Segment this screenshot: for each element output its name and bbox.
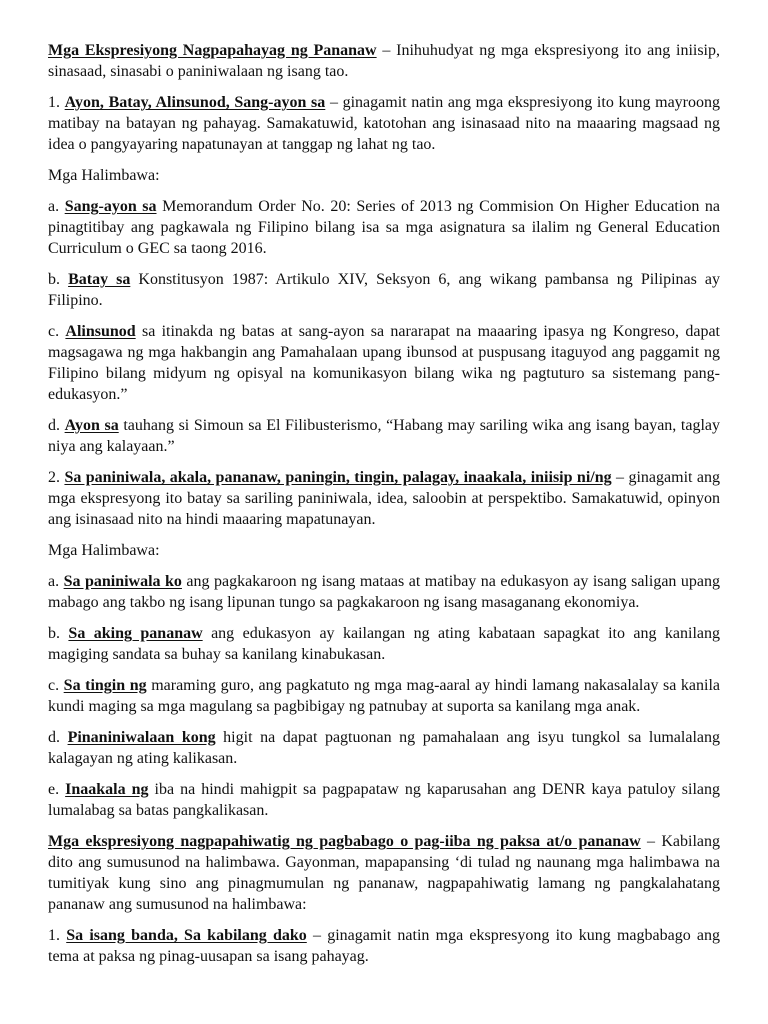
item-2-paragraph (48, 467, 720, 530)
keyword-phrase: Sa paniniwala ko (63, 573, 182, 590)
keyword-phrase: Inaakala ng (65, 781, 149, 798)
item-letter: e. (48, 781, 66, 798)
example-b-paragraph (48, 623, 720, 665)
keyword-phrase: Pinaniniwalaan kong (67, 729, 216, 746)
item-1-paragraph (48, 925, 720, 967)
item-letter: a. (48, 573, 64, 590)
item-number: 1. (48, 927, 67, 944)
section-intro-paragraph (48, 40, 720, 82)
keyword-phrase: Sa aking pananaw (68, 625, 203, 642)
item-1-paragraph (48, 92, 720, 155)
examples-label-text: Mga Halimbawa: (48, 167, 160, 184)
keyword-phrase: Sa isang banda, Sa kabilang dako (66, 927, 307, 944)
paragraph-text: iba na hindi mahigpit sa pagpapataw ng kaparusahan ang DENR kaya patuloy silang lumalabag sa batas pangkalikasan. (48, 781, 720, 819)
example-b-paragraph (48, 269, 720, 311)
item-number: 1. (48, 94, 65, 111)
item-letter: d. (48, 729, 68, 746)
example-a-paragraph (48, 571, 720, 613)
section-2-paragraph (48, 831, 720, 915)
paragraph-text: Memorandum Order No. 20: Series of 2013 ng Commision On Higher Education na pinagtitibay ang pagkawala ng Filipino bilang isa sa mga asignatura sa ilalim ng General Education Curriculum o GEC sa taong 2016. (48, 198, 721, 257)
examples-label-text: Mga Halimbawa: (48, 542, 160, 559)
paragraph-text: – Inihuhudyat ng mga ekspresiyong ito ang iniisip, sinasaad, sinasabi o paniniwalaan ng isang tao. (48, 42, 720, 80)
examples-label (48, 540, 720, 561)
item-letter: d. (48, 417, 65, 434)
paragraph-text: – ginagamit natin mga ekspresyong ito kung magbabago ang tema at paksa ng pinag-uusapan sa isang pahayag. (48, 927, 721, 965)
examples-label (48, 165, 720, 186)
paragraph-text: Konstitusyon 1987: Artikulo XIV, Seksyon 6, ang wikang pambansa ng Pilipinas ay Filipino. (48, 271, 721, 309)
item-letter: b. (48, 271, 69, 288)
keyword-phrase: Alinsunod (65, 323, 136, 340)
item-number: 2. (48, 469, 65, 486)
paragraph-text: ang edukasyon ay kailangan ng ating kabataan sapagkat ito ang kanilang magiging sandata sa buhay sa kanilang kinabukasan. (48, 625, 721, 663)
paragraph-text: – ginagamit ang mga ekspresyong ito batay sa sariling paniniwala, idea, saloobin at perspektibo. Samakatuwid, opinyon ang isinasaad nito na hindi maaaring mapatunayan. (48, 469, 720, 528)
item-letter: c. (48, 323, 66, 340)
paragraph-text: sa itinakda ng batas at sang-ayon sa nararapat na maaaring ipasya ng Kongreso, dapat magsagawa ng mga hakbangin ang Pamahalaan upang ibunsod at puspusang itaguyod ang paggamit ng Filipino bilang midyum ng opisyal na komunikasyon bilang wika ng pagtuturo sa sistemang pang-edukasyon.” (48, 323, 720, 403)
item-letter: b. (48, 625, 69, 642)
keyword-phrase: Ayon sa (64, 417, 119, 434)
paragraph-text: – ginagamit natin ang mga ekspresiyong ito kung mayroong matibay na batayan ng pahayag. Samakatuwid, katotohan ang isinasaad nito na maaaring magsaad ng idea o pangyayaring napatunayan at tanggap ng lahat ng tao. (48, 94, 721, 153)
paragraph-text: – Kabilang dito ang sumusunod na halimbawa. Gayonman, mapapansing ‘di tulad ng naunang mga halimbawa na tumitiyak kung sino ang pinagmumulan ng pananaw, nagpapahiwatig lamang ng pangkalahatang pananaw ang sumusunod na halimbawa: (48, 833, 720, 913)
section-heading: Mga Ekspresiyong Nagpapahayag ng Pananaw (48, 42, 377, 59)
keyword-phrase: Ayon, Batay, Alinsunod, Sang-ayon sa (64, 94, 326, 111)
section-heading: Mga ekspresiyong nagpapahiwatig ng pagbabago o pag-iiba ng paksa at/o pananaw (48, 833, 641, 850)
paragraph-text: maraming guro, ang pagkatuto ng mga mag-aaral ay hindi lamang nakasalalay sa kanila kundi maging sa mga magulang sa pagbibigay ng patnubay at suporta sa kanilang mga anak. (48, 677, 720, 715)
item-letter: c. (48, 677, 64, 694)
item-letter: a. (48, 198, 65, 215)
keyword-phrase: Sang-ayon sa (64, 198, 157, 215)
document-page (48, 40, 720, 977)
keyword-phrase: Sa paniniwala, akala, pananaw, paningin, tingin, palagay, inaakala, iniisip ni/ng (64, 469, 612, 486)
paragraph-text: tauhang si Simoun sa El Filibusterismo, “Habang may sariling wika ang isang bayan, taglay niya ang kalayaan.” (48, 417, 721, 455)
keyword-phrase: Sa tingin ng (63, 677, 147, 694)
example-d-paragraph (48, 415, 720, 457)
example-c-paragraph (48, 321, 720, 405)
keyword-phrase: Batay sa (68, 271, 131, 288)
paragraph-text: higit na dapat pagtuonan ng pamahalaan ang isyu tungkol sa lumalalang kalagayan ng ating kalikasan. (48, 729, 720, 767)
example-e-paragraph (48, 779, 720, 821)
example-c-paragraph (48, 675, 720, 717)
example-a-paragraph (48, 196, 720, 259)
example-d-paragraph (48, 727, 720, 769)
paragraph-text: ang pagkakaroon ng isang mataas at matibay na edukasyon ay isang saligan upang mabago ang takbo ng isang lipunan tungo sa pagkakaroon ng isang masaganang ekonomiya. (48, 573, 721, 611)
